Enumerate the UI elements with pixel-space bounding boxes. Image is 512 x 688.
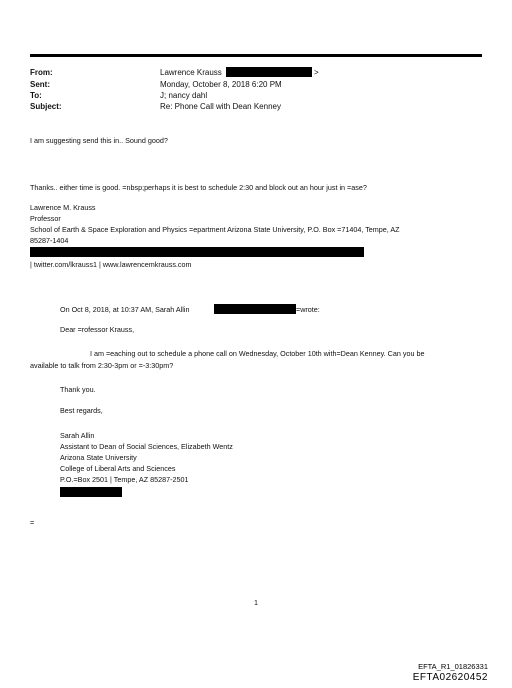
sent-label: Sent: [30, 80, 50, 89]
from-label: From: [30, 68, 53, 77]
quoted-paragraph-cont: available to talk from 2:30-3pm or =-3:30pm? [30, 361, 174, 370]
redaction-block [214, 304, 296, 314]
redaction-block [60, 487, 122, 497]
from-value: Lawrence Krauss [160, 68, 222, 77]
to-label: To: [30, 91, 42, 100]
quoted-regards: Best regards, [60, 406, 103, 415]
footer-code-1: EFTA_R1_01826331 [418, 662, 488, 671]
quoted-intro: On Oct 8, 2018, at 10:37 AM, Sarah Allin [60, 305, 190, 314]
stray-character: = [30, 518, 35, 527]
footer-code-2: EFTA02620452 [412, 672, 488, 683]
quoted-intro-tail: =wrote: [296, 305, 320, 314]
quoted-sender-role: Assistant to Dean of Social Sciences, Elizabeth Wentz [60, 442, 233, 451]
sent-value: Monday, October 8, 2018 6:20 PM [160, 80, 282, 89]
quoted-sender-name: Sarah Allin [60, 431, 95, 440]
from-tail: > [314, 68, 319, 77]
signature-title: Professor [30, 214, 61, 223]
to-value: J; nancy dahl [160, 91, 208, 100]
quoted-sender-org: Arizona State University [60, 453, 137, 462]
quoted-paragraph: I am =eaching out to schedule a phone call on Wednesday, October 10th with=Dean Kenney. Can you be [90, 349, 425, 358]
signature-name: Lawrence M. Krauss [30, 203, 96, 212]
page-number: 1 [254, 598, 258, 607]
redaction-block [30, 247, 364, 257]
subject-value: Re: Phone Call with Dean Kenney [160, 102, 281, 111]
redaction-block [226, 67, 312, 77]
body-line: Thanks.. either time is good. =nbsp;perhaps it is best to schedule 2:30 and block out an hour just in =ase? [30, 183, 367, 192]
signature-department: School of Earth & Space Exploration and Physics =epartment Arizona State University, P.O. Box =71404, Tempe, AZ [30, 225, 400, 234]
quoted-sender-college: College of Liberal Arts and Sciences [60, 464, 176, 473]
quoted-thanks: Thank you. [60, 385, 96, 394]
header-rule [30, 54, 482, 57]
signature-links: | twitter.com/lkrauss1 | www.lawrencemkrauss.com [30, 260, 192, 269]
subject-label: Subject: [30, 102, 62, 111]
signature-zip: 85287-1404 [30, 236, 69, 245]
quoted-sender-address: P.O.=Box 2501 | Tempe, AZ 85287-2501 [60, 475, 189, 484]
quoted-greeting: Dear =rofessor Krauss, [60, 325, 135, 334]
body-line: I am suggesting send this in.. Sound good? [30, 136, 168, 145]
